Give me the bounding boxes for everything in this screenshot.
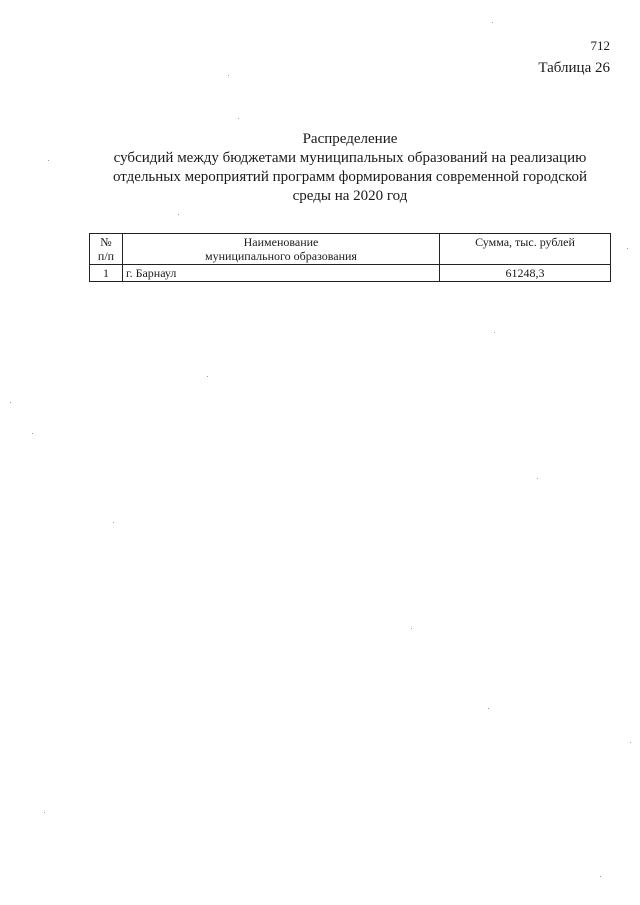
scan-speck	[488, 708, 489, 709]
heading-line-1: Распределение	[302, 131, 398, 147]
document-heading	[90, 130, 610, 206]
table-label: Таблица 26	[538, 60, 610, 76]
heading-line-3: отдельных мероприятий программ формирования современной городской	[113, 169, 587, 185]
header-number	[90, 234, 123, 265]
row-name: г. Барнаул	[123, 265, 440, 282]
scan-speck	[630, 742, 631, 743]
scan-speck	[48, 160, 49, 161]
scan-speck	[537, 478, 538, 479]
header-number-line-2: п/п	[97, 249, 115, 263]
header-sum-text: Сумма, тыс. рублей	[475, 235, 575, 249]
scan-speck	[113, 522, 114, 523]
header-number-line-1: №	[100, 235, 112, 249]
distribution-table	[89, 233, 611, 282]
heading-line-4: среды на 2020 год	[292, 188, 408, 204]
scan-speck	[228, 75, 229, 76]
page-number: 712	[590, 38, 610, 53]
row-sum: 61248,3	[440, 265, 611, 282]
row-number: 1	[90, 265, 123, 282]
header-name	[123, 234, 440, 265]
header-name-line-1: Наименование	[243, 235, 319, 249]
header-sum	[440, 234, 611, 265]
scan-speck	[492, 22, 493, 23]
scan-speck	[44, 812, 45, 813]
table-row	[90, 265, 611, 282]
scan-speck	[178, 214, 179, 215]
scan-speck	[207, 376, 208, 377]
scan-speck	[411, 628, 412, 629]
scan-speck	[10, 402, 11, 403]
heading-line-2: субсидий между бюджетами муниципальных образований на реализацию	[113, 150, 587, 166]
header-name-line-2: муниципального образования	[205, 249, 357, 263]
table-header-row	[90, 234, 611, 265]
scan-speck	[494, 332, 495, 333]
scan-speck	[627, 248, 628, 249]
scan-speck	[32, 433, 33, 434]
scan-speck	[238, 118, 239, 119]
scan-speck	[600, 876, 601, 877]
